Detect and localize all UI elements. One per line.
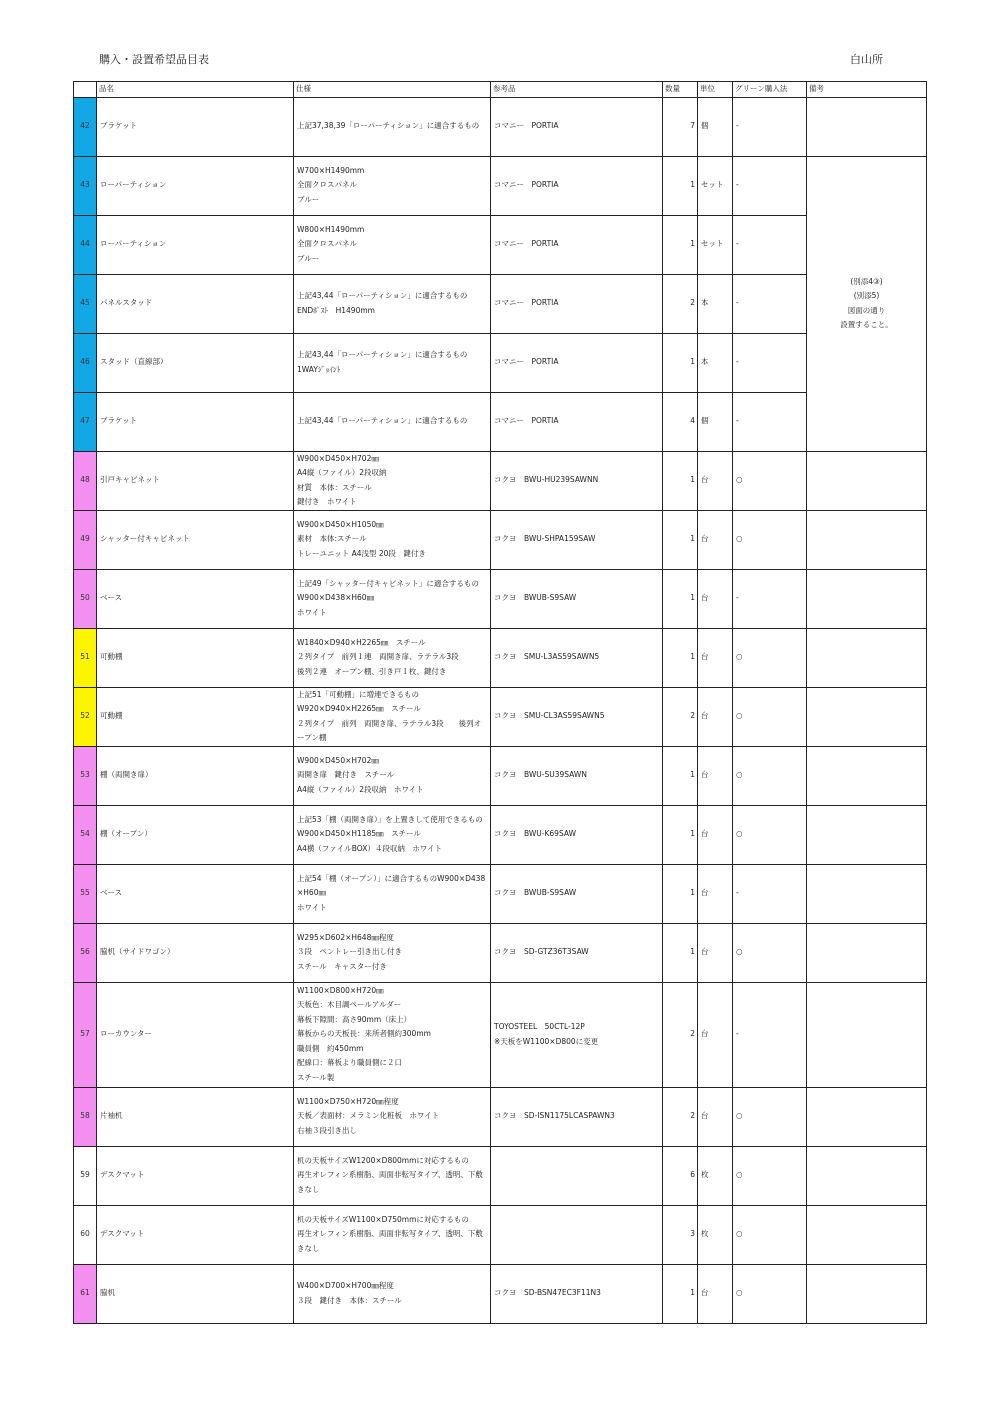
item-number-cell: 46 — [74, 333, 97, 392]
note-cell — [807, 982, 927, 1087]
quantity-cell: 2 — [663, 1087, 698, 1146]
spec-cell — [294, 864, 491, 923]
item-name-cell: 片袖机 — [97, 1087, 294, 1146]
header-ref: 参考品 — [491, 82, 663, 98]
item-name-cell: ローカウンター — [97, 982, 294, 1087]
reference-cell — [491, 628, 663, 687]
table-row — [74, 569, 927, 628]
item-name-cell: 可動棚 — [97, 687, 294, 746]
green-purchase-cell: - — [733, 156, 807, 215]
spec-line: 後列２連 オープン棚、引き戸１枚、鍵付き — [297, 666, 447, 676]
table-row — [74, 805, 927, 864]
note-cell — [807, 97, 927, 156]
spec-line: ３段 ペントレー引き出し付き — [297, 947, 402, 957]
item-name-cell: 脇机（サイドワゴン） — [97, 923, 294, 982]
spec-line: 鍵付き ホワイト — [297, 497, 357, 506]
reference-cell — [491, 982, 663, 1087]
unit-cell: 枚 — [698, 1205, 733, 1264]
document-title: 購入・設置希望品目表 — [99, 53, 209, 66]
unit-cell: 台 — [698, 864, 733, 923]
spec-cell — [294, 333, 491, 392]
green-purchase-cell: - — [733, 274, 807, 333]
spec-line: 上記51「可動棚」に増連できるもの — [297, 689, 420, 699]
spec-line: W900×D450×H1050㎜ — [297, 519, 384, 529]
spec-line: W1840×D940×H2265㎜ スチール — [297, 637, 426, 647]
reference-line: コクヨ SMU-CL3AS59SAWN5 — [494, 711, 605, 721]
reference-cell — [491, 510, 663, 569]
quantity-cell: 1 — [663, 333, 698, 392]
spec-line: 再生オレフィン系樹脂、両面非転写タイプ、透明、下敷きなし — [297, 1229, 483, 1253]
green-purchase-cell: ○ — [733, 1205, 807, 1264]
table-row — [74, 97, 927, 156]
item-name-cell: 可動棚 — [97, 628, 294, 687]
table-row — [74, 274, 927, 333]
note-cell — [807, 510, 927, 569]
spec-cell — [294, 1087, 491, 1146]
header-unit: 単位 — [698, 82, 733, 98]
green-purchase-cell: ○ — [733, 1264, 807, 1323]
green-purchase-cell: - — [733, 392, 807, 451]
note-cell — [807, 1146, 927, 1205]
reference-cell — [491, 923, 663, 982]
spec-cell — [294, 1146, 491, 1205]
table-row — [74, 451, 927, 510]
quantity-cell: 1 — [663, 1264, 698, 1323]
spec-line: トレーユニット A4浅型 20段 鍵付き — [297, 548, 426, 558]
green-purchase-cell: ○ — [733, 628, 807, 687]
spec-line: 上記49「シャッター付キャビネット」に適合するもの — [297, 578, 479, 588]
spec-line: 机の天板サイズW1100×D750mmに対応するもの — [297, 1214, 469, 1224]
items-table — [73, 81, 927, 1324]
header-green: グリーン購入法 — [733, 82, 807, 98]
note-cell — [807, 746, 927, 805]
spec-line: スチール キャスター付き — [297, 961, 387, 971]
header-note: 備考 — [807, 82, 927, 98]
reference-line: コマニー PORTIA — [494, 239, 559, 249]
note-line: (別添5) — [853, 291, 880, 300]
unit-cell: 台 — [698, 1087, 733, 1146]
spec-cell — [294, 510, 491, 569]
quantity-cell: 1 — [663, 569, 698, 628]
green-purchase-cell: ○ — [733, 805, 807, 864]
spec-line: W295×D602×H648㎜程度 — [297, 932, 394, 942]
reference-line: コマニー PORTIA — [494, 416, 559, 426]
table-row — [74, 746, 927, 805]
table-row — [74, 923, 927, 982]
unit-cell: 台 — [698, 746, 733, 805]
item-name-cell: 棚（オープン） — [97, 805, 294, 864]
note-cell — [807, 1264, 927, 1323]
spec-cell — [294, 569, 491, 628]
reference-cell — [491, 451, 663, 510]
table-row — [74, 215, 927, 274]
unit-cell: 本 — [698, 274, 733, 333]
spec-line: 机の天板サイズW1200×D800mmに対応するもの — [297, 1155, 469, 1165]
spec-line: 天板／表面材：メラミン化粧板 ホワイト — [297, 1111, 440, 1121]
note-line: (別添4③) — [850, 276, 883, 286]
header-no — [74, 82, 97, 98]
reference-line: コクヨ BWU-K69SAW — [494, 829, 576, 839]
reference-line: コマニー PORTIA — [494, 180, 559, 190]
unit-cell: 台 — [698, 451, 733, 510]
green-purchase-cell: ○ — [733, 451, 807, 510]
item-number-cell: 60 — [74, 1205, 97, 1264]
item-number-cell: 44 — [74, 215, 97, 274]
spec-line: 1WAYｼﾞｮｲﾝﾄ — [297, 364, 341, 374]
header-qty: 数量 — [663, 82, 698, 98]
quantity-cell: 4 — [663, 392, 698, 451]
reference-cell — [491, 333, 663, 392]
green-purchase-cell: - — [733, 982, 807, 1087]
item-number-cell: 59 — [74, 1146, 97, 1205]
item-name-cell: ベース — [97, 569, 294, 628]
spec-line: A4横（ファイルBOX）４段収納 ホワイト — [297, 843, 443, 853]
spec-cell — [294, 97, 491, 156]
spec-line: 上記43,44「ローパーティション」に適合するもの — [297, 350, 468, 359]
item-number-cell: 58 — [74, 1087, 97, 1146]
spec-line: ホワイト — [297, 607, 327, 617]
item-number-cell: 61 — [74, 1264, 97, 1323]
item-number-cell: 57 — [74, 982, 97, 1087]
spec-line: 全面クロスパネル — [297, 180, 357, 190]
table-row — [74, 392, 927, 451]
quantity-cell: 7 — [663, 97, 698, 156]
spec-line: 再生オレフィン系樹脂、両面非転写タイプ、透明、下敷きなし — [297, 1170, 483, 1194]
item-number-cell: 43 — [74, 156, 97, 215]
reference-line: コマニー PORTIA — [494, 298, 559, 308]
spec-line: A4縦（ファイル）2段収納 ホワイト — [297, 784, 424, 794]
unit-cell: 個 — [698, 392, 733, 451]
spec-cell — [294, 392, 491, 451]
item-number-cell: 50 — [74, 569, 97, 628]
note-cell-merged — [807, 156, 927, 451]
quantity-cell: 1 — [663, 451, 698, 510]
item-name-cell: シャッター付キャビネット — [97, 510, 294, 569]
table-header-row — [74, 82, 927, 98]
spec-line: ホワイト — [297, 902, 327, 912]
spec-line: W700×H1490mm — [297, 165, 365, 175]
note-cell — [807, 923, 927, 982]
unit-cell: 台 — [698, 628, 733, 687]
item-number-cell: 51 — [74, 628, 97, 687]
reference-line: ※天板をW1100×D800に変更 — [494, 1036, 599, 1046]
spec-line: W900×D438×H60㎜ — [297, 593, 375, 603]
table-row — [74, 333, 927, 392]
green-purchase-cell: - — [733, 97, 807, 156]
item-name-cell: 脇机 — [97, 1264, 294, 1323]
spec-line: ２列タイプ 前列 両開き扉、ラテラル3段 後列オープン棚 — [297, 718, 482, 742]
spec-line: 材質 本体：スチール — [297, 482, 372, 492]
item-name-cell: パネルスタッド — [97, 274, 294, 333]
spec-cell — [294, 805, 491, 864]
spec-line: W1100×D800×H720㎜ — [297, 985, 384, 995]
spec-line: 上記37,38,39「ローパーティション」に適合するもの — [297, 121, 480, 131]
item-name-cell: デスクマット — [97, 1146, 294, 1205]
spec-line: W920×D940×H2265㎜ スチール — [297, 704, 421, 713]
item-number-cell: 54 — [74, 805, 97, 864]
item-number-cell: 49 — [74, 510, 97, 569]
table-row — [74, 982, 927, 1087]
quantity-cell: 1 — [663, 805, 698, 864]
item-name-cell: スタッド（直線部） — [97, 333, 294, 392]
item-name-cell: ローパーティション — [97, 215, 294, 274]
reference-line: コクヨ SMU-L3AS59SAWN5 — [494, 652, 600, 662]
spec-cell — [294, 1205, 491, 1264]
quantity-cell: 2 — [663, 687, 698, 746]
quantity-cell: 1 — [663, 628, 698, 687]
unit-cell: 枚 — [698, 1146, 733, 1205]
spec-line: W900×D450×H702㎜ — [297, 755, 379, 765]
quantity-cell: 2 — [663, 982, 698, 1087]
reference-line: コマニー PORTIA — [494, 357, 559, 367]
note-cell — [807, 805, 927, 864]
spec-line: スチール製 — [297, 1072, 335, 1082]
spec-line: 素材 本体:スチール — [297, 534, 367, 544]
spec-line: 上記54「棚（オープン）」に適合するものW900×D438×H60㎜ — [297, 873, 486, 898]
reference-cell — [491, 392, 663, 451]
note-cell — [807, 864, 927, 923]
item-name-cell: 棚（両開き扉） — [97, 746, 294, 805]
reference-cell — [491, 1205, 663, 1264]
spec-cell — [294, 1264, 491, 1323]
reference-cell — [491, 805, 663, 864]
table-row — [74, 510, 927, 569]
reference-line: コクヨ BWUB-S9SAW — [494, 593, 577, 603]
unit-cell: 台 — [698, 510, 733, 569]
unit-cell: 台 — [698, 923, 733, 982]
reference-line: コクヨ SD-BSN47EC3F11N3 — [494, 1288, 601, 1298]
note-cell — [807, 1205, 927, 1264]
spec-line: 右袖３段引き出し — [297, 1125, 357, 1135]
quantity-cell: 1 — [663, 156, 698, 215]
table-row — [74, 156, 927, 215]
spec-line: ENDﾎﾟｽﾄ H1490mm — [297, 305, 375, 315]
quantity-cell: 1 — [663, 923, 698, 982]
spec-cell — [294, 923, 491, 982]
note-line: 設置すること。 — [840, 320, 893, 329]
header-name: 品名 — [97, 82, 294, 98]
unit-cell: 台 — [698, 1264, 733, 1323]
reference-cell — [491, 274, 663, 333]
unit-cell: 個 — [698, 97, 733, 156]
quantity-cell: 1 — [663, 215, 698, 274]
spec-line: W1100×D750×H720㎜程度 — [297, 1096, 399, 1106]
green-purchase-cell: - — [733, 215, 807, 274]
spec-line: 上記43,44「ローパーティション」に適合するもの — [297, 291, 468, 300]
reference-line: コクヨ BWU-SU39SAWN — [494, 770, 587, 780]
quantity-cell: 6 — [663, 1146, 698, 1205]
unit-cell: 台 — [698, 687, 733, 746]
green-purchase-cell: - — [733, 569, 807, 628]
item-name-cell: ブラケット — [97, 392, 294, 451]
spec-line: 配線口：幕板より職員側に２口 — [297, 1058, 402, 1068]
item-name-cell: デスクマット — [97, 1205, 294, 1264]
spec-cell — [294, 451, 491, 510]
reference-cell — [491, 746, 663, 805]
note-cell — [807, 1087, 927, 1146]
spec-cell — [294, 746, 491, 805]
reference-line: TOYOSTEEL 50CTL-12P — [494, 1022, 585, 1031]
item-name-cell: ブラケット — [97, 97, 294, 156]
spec-line: W800×H1490mm — [297, 224, 365, 234]
spec-line: A4縦（ファイル）2段収納 — [297, 468, 387, 477]
spec-line: ブルー — [297, 194, 320, 204]
spec-cell — [294, 156, 491, 215]
spec-line: W900×D450×H702㎜ — [297, 453, 379, 463]
quantity-cell: 1 — [663, 746, 698, 805]
item-number-cell: 47 — [74, 392, 97, 451]
spec-line: W900×D450×H1185㎜ スチール — [297, 829, 421, 839]
item-number-cell: 48 — [74, 451, 97, 510]
spec-line: ブルー — [297, 253, 320, 263]
spec-cell — [294, 215, 491, 274]
spec-line: 全面クロスパネル — [297, 239, 357, 249]
quantity-cell: 2 — [663, 274, 698, 333]
spec-line: 幕板下隙間：高さ90mm（床上） — [297, 1014, 412, 1024]
table-row — [74, 1146, 927, 1205]
green-purchase-cell: ○ — [733, 687, 807, 746]
note-cell — [807, 569, 927, 628]
quantity-cell: 1 — [663, 510, 698, 569]
office-name: 白山所 — [850, 53, 883, 66]
note-line: 図面の通り — [847, 305, 886, 315]
note-cell — [807, 451, 927, 510]
spec-line: ２列タイプ 前列１連 両開き扉、ラテラル3段 — [297, 652, 459, 662]
spec-line: 上記43,44「ローパーティション」に適合するもの — [297, 416, 468, 426]
table-row — [74, 1087, 927, 1146]
unit-cell: 台 — [698, 805, 733, 864]
item-number-cell: 42 — [74, 97, 97, 156]
table-row — [74, 687, 927, 746]
unit-cell: セット — [698, 215, 733, 274]
note-cell — [807, 687, 927, 746]
spec-line: 天板色：木目調ペールアルダー — [297, 1000, 402, 1010]
spec-line: 幕板からの天板長：来所者側約300mm — [297, 1029, 431, 1039]
reference-cell — [491, 97, 663, 156]
reference-cell — [491, 1264, 663, 1323]
unit-cell: 台 — [698, 982, 733, 1087]
unit-cell: セット — [698, 156, 733, 215]
spec-line: 職員側 約450mm — [297, 1043, 364, 1053]
reference-cell — [491, 156, 663, 215]
spec-line: 両開き扉 鍵付き スチール — [297, 770, 395, 780]
reference-cell — [491, 687, 663, 746]
reference-line: コマニー PORTIA — [494, 121, 559, 131]
green-purchase-cell: ○ — [733, 746, 807, 805]
reference-line: コクヨ BWU-HU239SAWNN — [494, 475, 599, 485]
reference-line: コクヨ SD-GTZ36T3SAW — [494, 947, 589, 957]
unit-cell: 本 — [698, 333, 733, 392]
quantity-cell: 3 — [663, 1205, 698, 1264]
reference-cell — [491, 864, 663, 923]
reference-cell — [491, 1087, 663, 1146]
item-number-cell: 52 — [74, 687, 97, 746]
item-number-cell: 55 — [74, 864, 97, 923]
item-number-cell: 45 — [74, 274, 97, 333]
spec-cell — [294, 687, 491, 746]
green-purchase-cell: ○ — [733, 1087, 807, 1146]
item-name-cell: ローパーティション — [97, 156, 294, 215]
spec-cell — [294, 628, 491, 687]
table-row — [74, 1205, 927, 1264]
quantity-cell: 1 — [663, 864, 698, 923]
spec-cell — [294, 982, 491, 1087]
spec-line: W400×D700×H700㎜程度 — [297, 1281, 394, 1290]
reference-line: コクヨ BWU-SHPA159SAW — [494, 534, 596, 544]
item-number-cell: 53 — [74, 746, 97, 805]
item-name-cell: 引戸キャビネット — [97, 451, 294, 510]
green-purchase-cell: - — [733, 333, 807, 392]
table-row — [74, 864, 927, 923]
reference-cell — [491, 215, 663, 274]
reference-cell — [491, 1146, 663, 1205]
reference-cell — [491, 569, 663, 628]
header-spec: 仕様 — [294, 82, 491, 98]
reference-line: コクヨ SD-ISN1175LCASPAWN3 — [494, 1111, 615, 1121]
spec-cell — [294, 274, 491, 333]
unit-cell: 台 — [698, 569, 733, 628]
item-number-cell: 56 — [74, 923, 97, 982]
note-cell — [807, 628, 927, 687]
green-purchase-cell: ○ — [733, 510, 807, 569]
green-purchase-cell: ○ — [733, 1146, 807, 1205]
spec-line: 上記53「棚（両開き扉）」を上置きして使用できるもの — [297, 814, 483, 824]
spec-line: ３段 鍵付き 本体：スチール — [297, 1295, 402, 1305]
table-body — [74, 97, 927, 1323]
item-name-cell: ベース — [97, 864, 294, 923]
green-purchase-cell: - — [733, 864, 807, 923]
table-row — [74, 1264, 927, 1323]
green-purchase-cell: ○ — [733, 923, 807, 982]
reference-line: コクヨ BWUB-S9SAW — [494, 888, 577, 898]
table-row — [74, 628, 927, 687]
